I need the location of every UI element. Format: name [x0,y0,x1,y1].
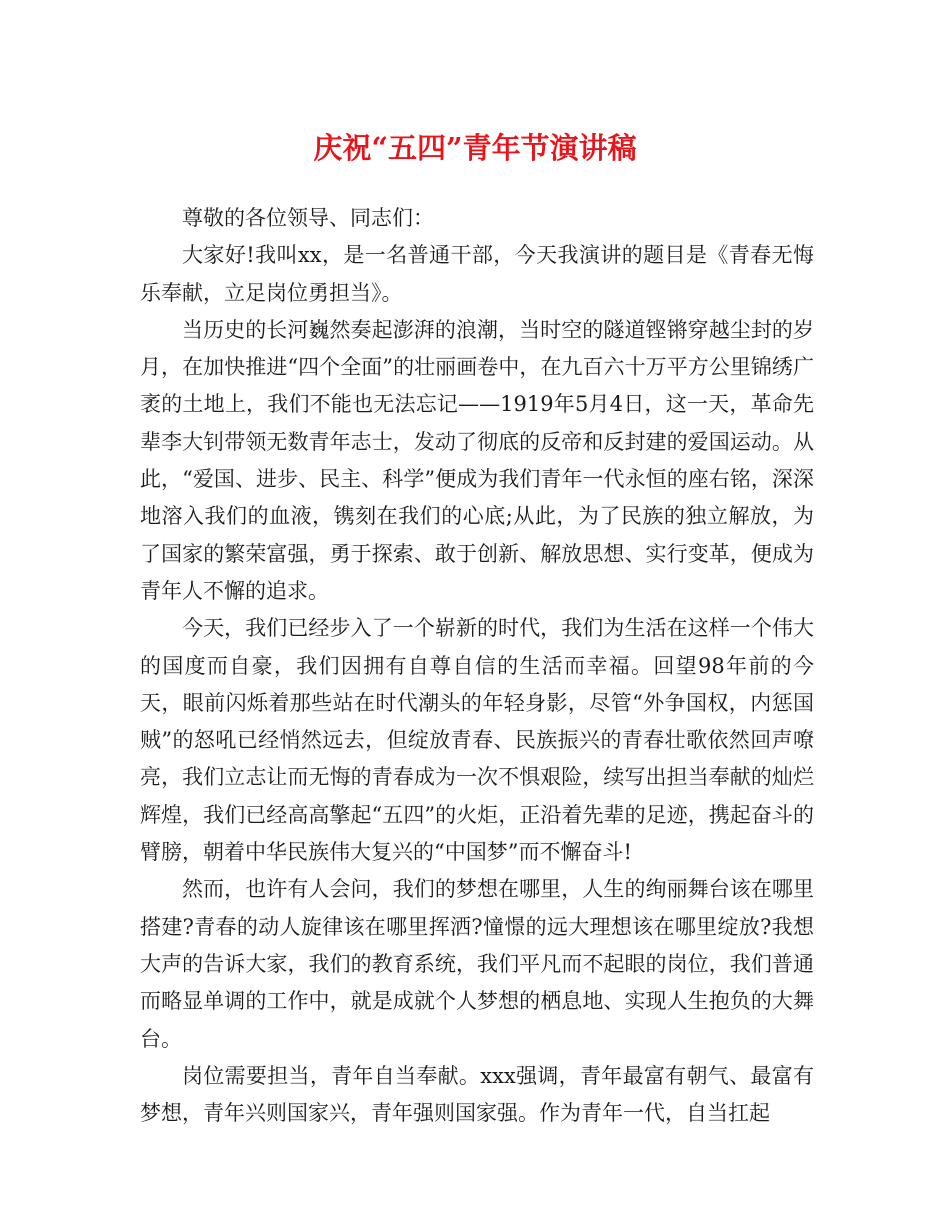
paragraph-dream: 然而，也许有人会问，我们的梦想在哪里，人生的绚丽舞台该在哪里搭建?青春的动人旋律该在哪里挥洒?憧憬的远大理想该在哪里绽放?我想大声的告诉大家，我们的教育系统，我们平凡而不起眼的岗位，我们普通而略显单调的工作中，就是成就个人梦想的栖息地、实现人生抱负的大舞台。 [140,877,814,1051]
paragraph-greeting: 大家好!我叫xx，是一名普通干部，今天我演讲的题目是《青春无悔乐奉献，立足岗位勇担当》。 [140,243,814,305]
paragraph-responsibility: 岗位需要担当，青年自当奉献。xxx强调，青年最富有朝气、最富有梦想，青年兴则国家兴，青年强则国家强。作为青年一代，自当扛起 [140,1063,814,1126]
paragraph-history: 当历史的长河巍然奏起澎湃的浪潮，当时空的隧道铿锵穿越尘封的岁月，在加快推进“四个全面”的壮丽画卷中，在九百六十万平方公里锦绣广袤的土地上，我们不能也无法忘记——1919年5月4日，这一天，革命先辈李大钊带领无数青年志士，发动了彻底的反帝和反封建的爱国运动。从此，“爱国、进步、民主、科学”便成为我们青年一代永恒的座右铭，深深地溶入我们的血液，镌刻在我们的心底;从此，为了民族的独立解放，为了国家的繁荣富强，勇于探索、敢于创新、解放思想、实行变革，便成为青年人不懈的追求。 [140,317,814,603]
paragraph-today: 今天，我们已经步入了一个崭新的时代，我们为生活在这样一个伟大的国度而自豪，我们因拥有自尊自信的生活而幸福。回望98年前的今天，眼前闪烁着那些站在时代潮头的年轻身影，尽管“外争国权，内惩国贼”的怒吼已经悄然远去，但绽放青春、民族振兴的青春壮歌依然回声嘹亮，我们立志让而无悔的青春成为一次不惧艰险，续写出担当奉献的灿烂辉煌，我们已经高高擎起“五四”的火炬，正沿着先辈的足迹，携起奋斗的臂膀，朝着中华民族伟大复兴的“中国梦”而不懈奋斗! [140,616,814,865]
paragraph-salutation: 尊敬的各位领导、同志们： [182,206,434,230]
document-body [140,200,814,1132]
document-title: 庆祝“五四”青年节演讲稿 [313,131,637,165]
